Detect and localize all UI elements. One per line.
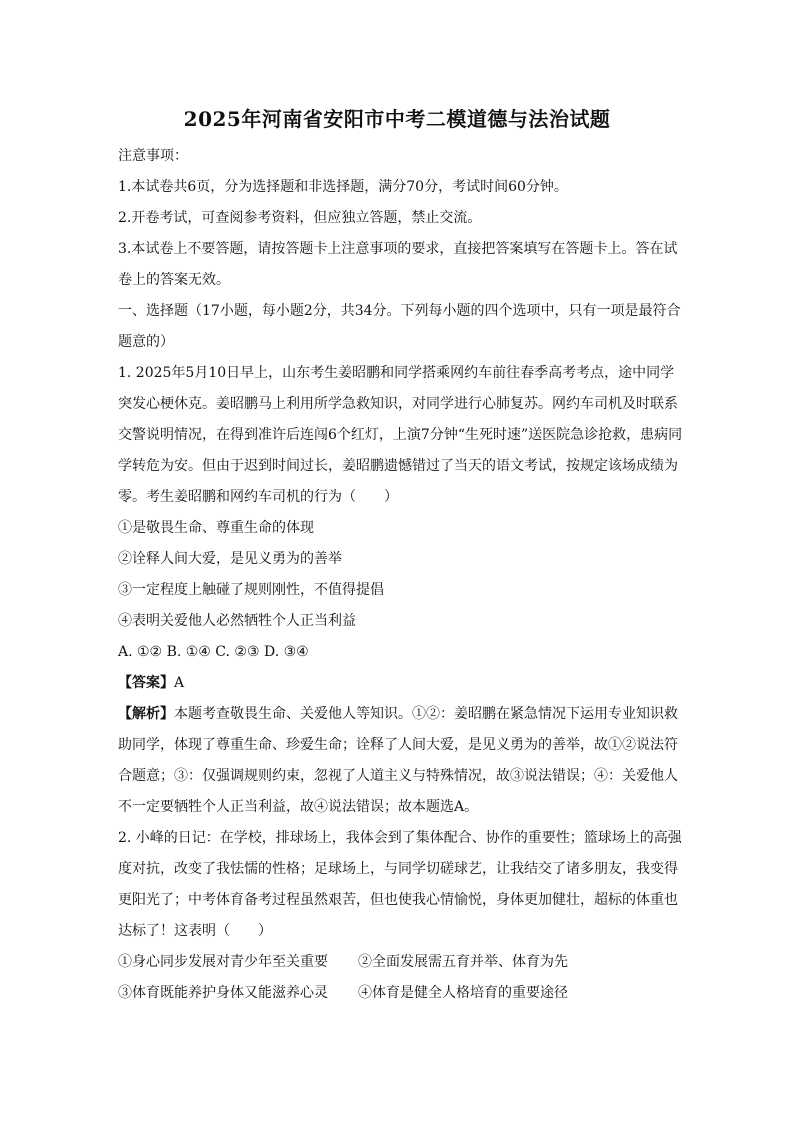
question-1-option: ①是敬畏生命、尊重生命的体现	[118, 520, 314, 536]
question-1-answer	[118, 668, 684, 699]
question-2-option: ①身心同步发展对青少年至关重要	[118, 954, 328, 970]
answer-value: A	[174, 675, 185, 691]
question-1-option: ②诠释人间大爱，是见义勇为的善举	[118, 551, 342, 567]
analysis-text: 本题考查敬畏生命、关爱他人等知识。①②：姜昭鹏在紧急情况下运用专业知识救助同学，体现了尊重生命、珍爱生命；诠释了人间大爱，是见义勇为的善举，故①②说法符合题意；③：仅强调规则约束，忽视了人道主义与特殊情况，故③说法错误；④：关爱他人不一定要牺牲个人正当利益，故④说法错误；故本题选A。	[118, 706, 678, 815]
analysis-tag: 【解析】	[118, 706, 174, 722]
page-title: 2025年河南省安阳市中考二模道德与法治试题	[183, 107, 611, 131]
answer-tag: 【答案】	[118, 675, 174, 691]
question-2-option: ③体育既能养护身体又能滋养心灵	[118, 985, 328, 1001]
question-1-stem: 1. 2025年5月10日早上，山东考生姜昭鹏和同学搭乘网约车前往春季高考考点，途中同学突发心梗休克。姜昭鹏马上利用所学急救知识，对同学进行心肺复苏。网约车司机及时联系交警说明情况，在得到准许后连闯6个红灯，上演7分钟“生死时速”送医院急诊抢救，患病同学转危为安。但由于迟到时间过长，姜昭鹏遗憾错过了当天的语文考试，按规定该场成绩为零。考生姜昭鹏和网约车司机的行为（ ）	[118, 365, 683, 505]
question-2-stem: 2. 小峰的日记：在学校，排球场上，我体会到了集体配合、协作的重要性；篮球场上的高强度对抗，改变了我怯懦的性格；足球场上，与同学切磋球艺，让我结交了诸多朋友，我变得更阳光了；中考体育备考过程虽然艰苦，但也使我心情愉悦，身体更加健壮，超标的体重也达标了！这表明（ ）	[118, 830, 682, 939]
question-1-option: ④表明关爱他人必然牺牲个人正当利益	[118, 613, 356, 629]
notice-item: 1.本试卷共6页，分为选择题和非选择题，满分70分，考试时间60分钟。	[118, 179, 568, 195]
notice-item: 2.开卷考试，可查阅参考资料，但应独立答题，禁止交流。	[118, 210, 482, 226]
question-1-option: ③一定程度上触碰了规则刚性，不值得提倡	[118, 582, 384, 598]
notice-heading: 注意事项：	[118, 148, 188, 164]
question-2-options-row	[118, 978, 684, 1009]
question-2-option: ②全面发展需五育并举、体育为先	[358, 954, 568, 970]
question-1-choices: A. ①② B. ①④ C. ②③ D. ③④	[118, 644, 309, 660]
notice-item: 3.本试卷上不要答题，请按答题卡上注意事项的要求，直接把答案填写在答题卡上。答在试卷上的答案无效。	[118, 241, 678, 288]
question-2-option: ④体育是健全人格培育的重要途径	[358, 985, 568, 1001]
document-body	[118, 141, 684, 1009]
question-1-analysis	[118, 699, 684, 823]
section-heading: 一、选择题（17小题，每小题2分，共34分。下列每小题的四个选项中，只有一项是最符合题意的）	[118, 303, 681, 350]
question-2-options-row	[118, 947, 684, 978]
